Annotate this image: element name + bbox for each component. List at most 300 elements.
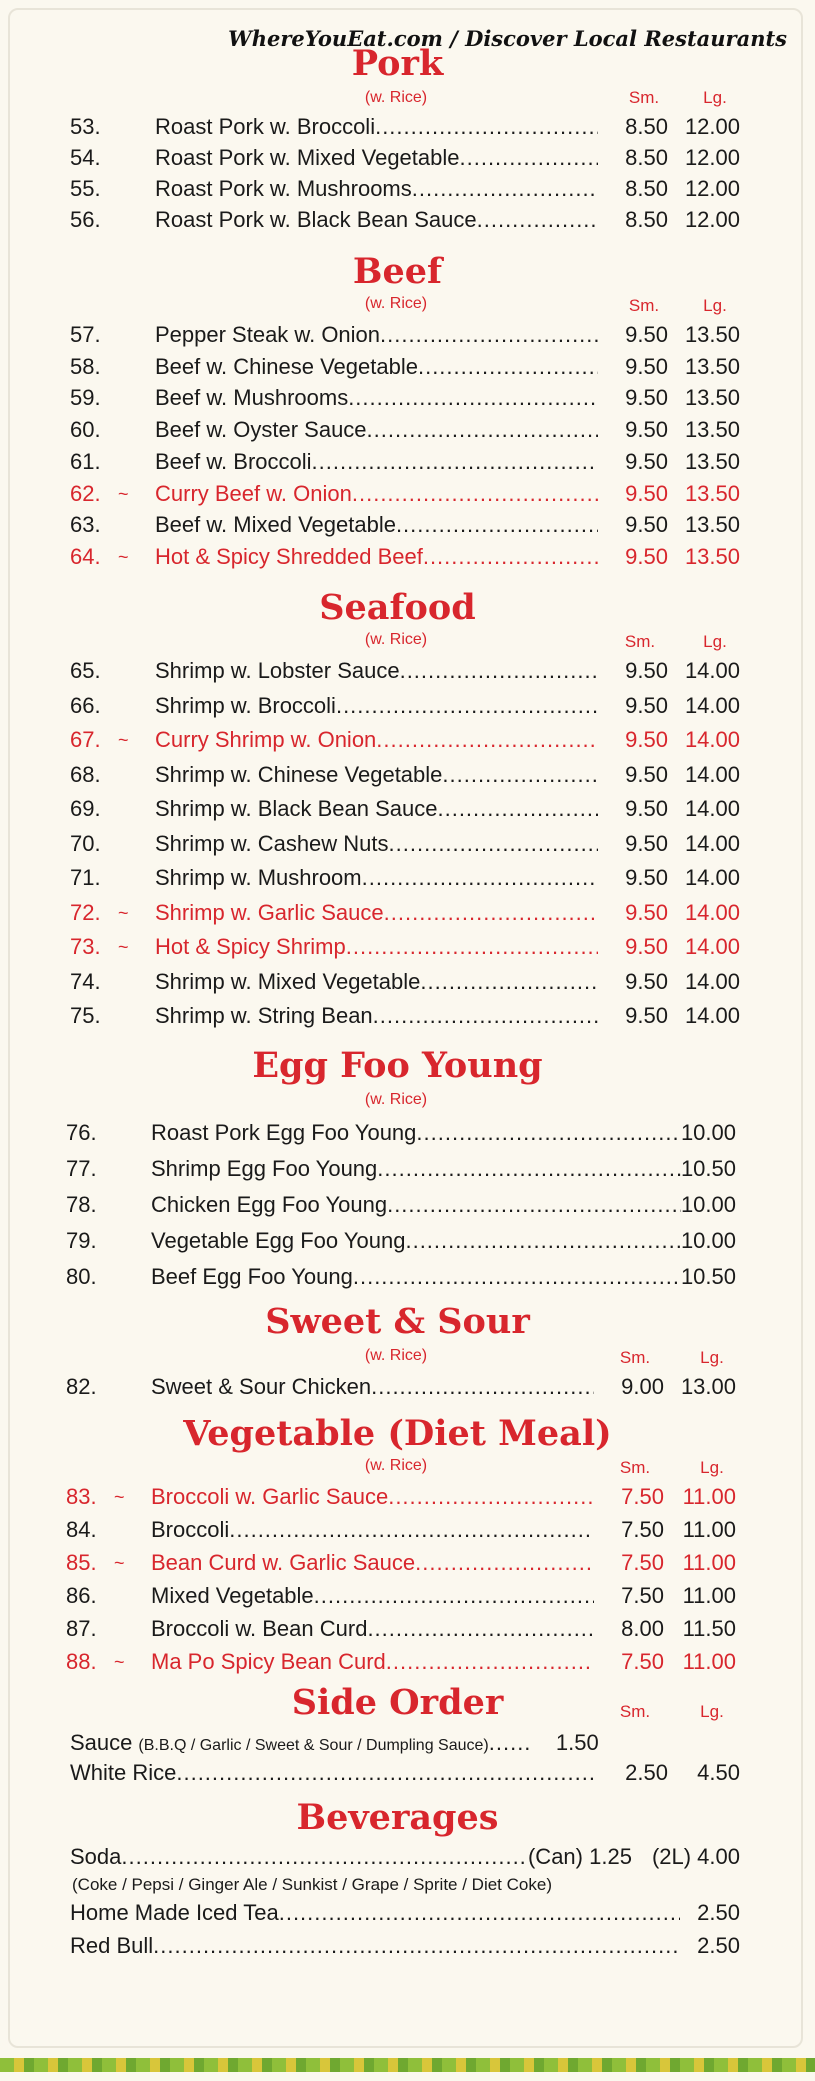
leader-dots [386,1647,594,1677]
menu-item-name: Shrimp w. Black Bean Sauce [155,796,438,821]
vegetable-subtitle: (w. Rice) [364,1457,428,1474]
menu-item-row [66,1190,736,1220]
menu-item-line [151,1226,736,1256]
leader-dots [153,1931,680,1961]
menu-item-price-small: 9.50 [625,448,668,474]
menu-item-row [70,760,740,790]
menu-item-number: 88. [66,1649,97,1674]
menu-item-price-large: 13.50 [684,480,740,506]
menu-item-price-small: 9.50 [625,1003,668,1028]
menu-item-price-large: 13.50 [684,385,740,411]
leader-dots [176,1758,598,1788]
menu-item-name: Shrimp w. Mixed Vegetable [155,968,421,994]
menu-item-line [155,320,740,350]
menu-item-row [70,383,740,413]
menu-item-row [70,479,740,509]
pork-lg-header: Lg. [703,88,727,107]
leader-dots [388,1482,594,1512]
section-title-pork: Pork [351,43,444,84]
menu-item-price-large: 14.00 [684,692,740,718]
menu-item-name: Roast Pork w. Broccoli [155,114,376,139]
menu-item-price-small: 8.00 [621,1616,664,1641]
leader-dots [416,1118,681,1148]
menu-item-price-large: 11.00 [682,1517,736,1542]
side-sm-header: Sm. [619,1702,651,1721]
menu-item-price: 10.00 [680,1192,736,1217]
bev-redbull-name: Red Bull [70,1933,154,1958]
section-title-seafood: Seafood [319,587,476,628]
leader-dots [375,112,598,142]
leader-dots [442,760,598,790]
menu-item-number: 67. [70,727,101,752]
menu-item-price-large: 12.00 [684,176,740,201]
chili-pepper-icon: ~ [114,1652,125,1672]
menu-item-name: Beef w. Broccoli [155,448,312,474]
menu-item-number: 87. [66,1616,97,1641]
menu-item-name: Chicken Egg Foo Young [151,1192,388,1217]
leader-dots [389,829,598,859]
menu-item-number: 69. [70,796,101,821]
menu-item-name: Roast Pork w. Black Bean Sauce [155,207,477,232]
menu-item-price-small: 9.50 [625,899,668,925]
section-title-beverages: Beverages [296,1797,499,1838]
leader-dots [373,1001,598,1031]
menu-item-row [70,898,740,928]
menu-item-row [66,1614,736,1644]
menu-item-name: Beef Egg Foo Young [151,1264,353,1289]
menu-item-line [155,447,740,477]
menu-item-name: Roast Pork w. Mushrooms [155,176,412,201]
leader-dots [396,510,598,540]
menu-item-line [151,1614,736,1644]
menu-item-number: 70. [70,830,101,856]
menu-item-line [155,760,740,790]
menu-item-row [70,691,740,721]
chili-pepper-icon: ~ [118,937,129,957]
sweetsour-lg-header: Lg. [700,1348,724,1367]
beef-lg-header: Lg. [703,296,727,315]
leader-dots [477,205,598,235]
menu-item-row [70,510,740,540]
menu-item-line [151,1548,736,1578]
menu-item-price-small: 9.50 [625,417,668,443]
menu-item-price-small: 9.50 [625,727,668,752]
menu-item-line [155,143,740,173]
menu-item-row [70,415,740,445]
beef-sm-header: Sm. [628,296,660,315]
leader-dots [415,1548,594,1578]
menu-item-number: 54. [70,145,101,170]
menu-item-line [155,1001,740,1031]
menu-item-name: Curry Beef w. Onion [155,480,352,506]
menu-item-price-large: 14.00 [684,796,740,821]
menu-item-name: Shrimp w. Chinese Vegetable [155,761,443,787]
menu-item-line [155,932,740,962]
beef-subtitle: (w. Rice) [364,295,428,312]
menu-item-name: Broccoli w. Garlic Sauce [151,1484,389,1509]
side-rice-lg: 4.50 [697,1760,740,1785]
bev-tea-price: 2.50 [697,1900,740,1925]
menu-item-price-small: 9.50 [625,385,668,411]
menu-item-number: 83. [66,1484,97,1509]
menu-item-price-small: 9.50 [625,865,668,890]
menu-item-number: 82. [66,1374,97,1399]
menu-item-price-large: 12.00 [684,207,740,232]
menu-item-row [66,1515,736,1545]
menu-item-name: Broccoli [151,1517,230,1542]
leader-dots [348,383,598,413]
menu-item-price-small: 9.50 [625,830,668,856]
menu-item-number: 68. [70,761,101,787]
leader-dots [412,174,598,204]
menu-item-name: Shrimp w. String Bean [155,1003,373,1028]
menu-item-number: 61. [70,448,101,474]
menu-item-line [155,479,740,509]
menu-item-name: Shrimp w. Mushroom [155,865,362,890]
menu-item-row [70,794,740,824]
menu-item-price-small: 7.50 [621,1517,664,1542]
menu-item-name: Mixed Vegetable [151,1583,314,1608]
seafood-sm-header: Sm. [624,632,656,651]
menu-item-row [70,829,740,859]
menu-item-line [151,1118,736,1148]
leader-dots [371,1372,594,1402]
leader-dots [420,967,598,997]
seafood-lg-header: Lg. [703,632,727,651]
menu-item-line [155,898,740,928]
menu-item-price-large: 14.00 [684,934,740,959]
menu-item-price-large: 14.00 [684,865,740,890]
menu-item-price-small: 7.50 [621,1583,664,1608]
menu-item-price-small: 9.50 [625,796,668,821]
leader-dots [352,479,598,509]
leader-dots [380,320,598,350]
menu-item-price-large: 13.00 [680,1374,736,1399]
menu-item-price-small: 8.50 [625,114,668,139]
leader-dots [387,1190,681,1220]
menu-item-number: 79. [66,1228,97,1253]
menu-item-price-small: 8.50 [625,176,668,201]
menu-item-price: 10.50 [680,1264,736,1289]
menu-item-number: 66. [70,692,101,718]
menu-item-line [151,1154,736,1184]
menu-item-name: Shrimp Egg Foo Young [151,1156,378,1181]
menu-item-number: 59. [70,385,101,411]
leader-dots [279,1898,680,1928]
menu-item-number: 65. [70,658,101,683]
menu-item-name: Beef w. Mushrooms [155,385,349,411]
menu-item-price-small: 9.50 [625,512,668,538]
menu-item-line [155,383,740,413]
menu-item-price-small: 7.50 [621,1649,664,1674]
menu-item-line [151,1515,736,1545]
menu-item-line [151,1647,736,1677]
menu-item-price-large: 13.50 [684,543,740,569]
chili-pepper-icon: ~ [118,902,129,923]
menu-item-name: Hot & Spicy Shredded Beef [155,543,423,569]
vegetable-sm-header: Sm. [619,1458,651,1477]
menu-item-line [155,415,740,445]
menu-item-number: 55. [70,176,101,201]
menu-item-price-small: 9.00 [621,1374,664,1399]
menu-item-line [151,1482,736,1512]
menu-item-number: 77. [66,1156,97,1181]
menu-item-row [70,932,740,962]
menu-item-line [155,829,740,859]
menu-item-name: Shrimp w. Lobster Sauce [155,658,400,683]
leader-dots [437,794,598,824]
menu-item-price-large: 14.00 [684,761,740,787]
chili-pepper-icon: ~ [118,730,129,750]
menu-item-line [155,656,740,686]
menu-item-price-small: 8.50 [625,207,668,232]
menu-item-price-large: 12.00 [684,114,740,139]
chili-pepper-icon: ~ [118,546,129,567]
menu-item-line [151,1262,736,1292]
menu-item-row [70,1001,740,1031]
bev-redbull-row [70,1931,740,1961]
menu-item-price-large: 11.00 [682,1583,736,1608]
menu-item-price: 10.00 [680,1120,736,1145]
menu-item-price-large: 14.00 [684,899,740,925]
leader-dots [418,352,598,382]
section-title-vegetable: Vegetable (Diet Meal) [183,1413,612,1454]
side-rice-name: White Rice [70,1760,177,1785]
menu-item-price-small: 9.50 [625,480,668,506]
menu-item-price-small: 7.50 [621,1484,664,1509]
section-title-sweet-sour: Sweet & Sour [265,1301,530,1342]
menu-item-name: Ma Po Spicy Bean Curd [151,1649,386,1674]
leader-dots [384,898,598,928]
menu-item-line [155,352,740,382]
leader-dots [367,1614,594,1644]
menu-item-row [70,112,740,142]
menu-item-line [155,863,740,893]
menu-item-price-small: 9.50 [625,761,668,787]
menu-item-price: 10.50 [680,1156,736,1181]
menu-item-row [70,143,740,173]
menu-item-row [66,1226,736,1256]
chili-pepper-icon: ~ [118,483,129,504]
menu-item-price-small: 9.50 [625,968,668,994]
menu-item-row [66,1118,736,1148]
bev-soda-note: (Coke / Pepsi / Ginger Ale / Sunkist / Grape / Sprite / Diet Coke) [72,1875,552,1894]
menu-item-row [70,174,740,204]
menu-item-price-large: 13.50 [684,417,740,443]
menu-item-number: 64. [70,543,101,569]
menu-item-line [155,510,740,540]
menu-item-line [155,725,740,755]
bev-soda-2l: (2L) 4.00 [651,1844,740,1869]
menu-item-name: Shrimp w. Garlic Sauce [155,899,384,925]
seafood-subtitle: (w. Rice) [364,631,428,648]
menu-item-row [66,1647,736,1677]
side-sauce-row [70,1728,740,1761]
menu-item-name: Beef w. Oyster Sauce [155,417,367,443]
menu-item-row [70,656,740,686]
leader-dots [314,1581,594,1611]
menu-item-number: 58. [70,353,101,379]
menu-item-line [155,542,740,572]
menu-item-row [66,1482,736,1512]
menu-item-number: 53. [70,114,101,139]
menu-item-number: 78. [66,1192,97,1217]
menu-item-row [70,447,740,477]
menu-item-row [66,1154,736,1184]
leader-dots [460,143,599,173]
menu-item-number: 71. [70,865,101,890]
pork-subtitle: (w. Rice) [364,89,428,106]
side-sauce-detail: (B.B.Q / Garlic / Sweet & Sour / Dumpling Sauce) [138,1737,489,1754]
leader-dots [229,1515,594,1545]
leader-dots [353,1262,681,1292]
menu-item-line [155,112,740,142]
menu-item-number: 57. [70,322,101,347]
menu-item-price: 10.00 [680,1228,736,1253]
menu-item-price-large: 13.50 [684,353,740,379]
menu-item-number: 72. [70,899,101,925]
menu-item-number: 80. [66,1264,97,1289]
menu-item-row [66,1548,736,1578]
menu-item-price-small: 9.50 [625,692,668,718]
menu-item-price-large: 13.50 [684,448,740,474]
menu-item-row [66,1372,736,1402]
menu-item-number: 75. [70,1003,101,1028]
menu-item-line [151,1190,736,1220]
bev-soda-name: Soda [70,1844,122,1869]
menu-item-price-large: 14.00 [684,968,740,994]
vegetable-lg-header: Lg. [700,1458,724,1477]
menu-item-price-large: 12.00 [684,145,740,170]
menu-item-line [155,691,740,721]
menu-item-line [155,205,740,235]
side-rice-row [70,1758,740,1788]
chili-pepper-icon: ~ [114,1487,125,1507]
leader-dots [367,415,598,445]
leader-dots [362,863,598,893]
menu-item-price-large: 14.00 [684,830,740,856]
menu-item-price-large: 13.50 [684,322,740,347]
menu-item-price-small: 9.50 [625,934,668,959]
menu-item-name: Roast Pork w. Mixed Vegetable [155,145,460,170]
menu-item-name: Curry Shrimp w. Onion [155,727,377,752]
side-sauce-name: Sauce [70,1730,133,1755]
bev-soda-row [70,1842,740,1872]
menu-item-number: 73. [70,934,101,959]
leader-dots [312,447,598,477]
bev-soda-can: (Can) 1.25 [527,1844,632,1869]
menu-item-row [66,1581,736,1611]
side-sauce-price: 1.50 [555,1730,599,1755]
menu-item-price-large: 11.50 [682,1616,736,1641]
section-title-side-order: Side Order [291,1682,504,1723]
eggfoo-subtitle: (w. Rice) [364,1091,428,1108]
menu-item-name: Shrimp w. Cashew Nuts [155,830,389,856]
menu-item-price-large: 11.00 [682,1550,736,1575]
menu-item-price-small: 9.50 [625,658,668,683]
menu-item-number: 76. [66,1120,97,1145]
section-title-egg-foo-young: Egg Foo Young [252,1045,543,1086]
leader-dots [400,656,598,686]
leader-dots [423,542,598,572]
menu-item-row [70,542,740,572]
menu-item-line [151,1372,736,1402]
menu-item-name: Broccoli w. Bean Curd [151,1616,368,1641]
menu-item-name: Hot & Spicy Shrimp [155,934,346,959]
menu-item-price-large: 14.00 [684,658,740,683]
bev-redbull-price: 2.50 [697,1933,740,1958]
leader-dots [336,691,598,721]
section-title-beef: Beef [352,251,443,292]
menu-item-name: Sweet & Sour Chicken [151,1374,372,1399]
menu-item-name: Roast Pork Egg Foo Young [151,1120,417,1145]
sweetsour-sm-header: Sm. [619,1348,651,1367]
menu-item-price-large: 13.50 [684,512,740,538]
menu-item-price-large: 11.00 [682,1484,736,1509]
menu-item-name: Shrimp w. Broccoli [155,692,336,718]
menu-item-number: 60. [70,417,101,443]
menu-item-number: 86. [66,1583,97,1608]
menu-item-row [70,725,740,755]
menu-item-number: 85. [66,1550,97,1575]
leader-dots [489,1728,529,1758]
menu-item-line [151,1581,736,1611]
leader-dots [121,1842,528,1872]
side-lg-header: Lg. [700,1702,724,1721]
pork-sm-header: Sm. [628,88,660,107]
site-watermark: WhereYouEat.com / Discover Local Restaurants [228,26,787,51]
side-rice-sm: 2.50 [625,1760,668,1785]
menu-item-name: Vegetable Egg Foo Young [151,1228,406,1253]
menu-item-number: 56. [70,207,101,232]
sweetsour-subtitle: (w. Rice) [364,1347,428,1364]
menu-item-row [70,967,740,997]
menu-item-price-small: 9.50 [625,543,668,569]
menu-item-name: Bean Curd w. Garlic Sauce [151,1550,416,1575]
bev-tea-name: Home Made Iced Tea [70,1900,279,1925]
menu-item-number: 63. [70,512,101,538]
menu-item-row [70,863,740,893]
menu-item-price-small: 8.50 [625,145,668,170]
menu-item-line [155,794,740,824]
menu-item-line [155,174,740,204]
decorative-bottom-strip [0,2058,815,2072]
menu-item-line [155,967,740,997]
leader-dots [346,932,598,962]
menu-item-number: 62. [70,480,101,506]
leader-dots [405,1226,680,1256]
menu-item-row [70,352,740,382]
menu-item-price-large: 14.00 [684,727,740,752]
menu-item-row [70,320,740,350]
menu-item-name: Pepper Steak w. Onion [155,322,381,347]
menu-item-price-large: 11.00 [682,1649,736,1674]
menu-item-number: 74. [70,968,101,994]
menu-item-row [66,1262,736,1292]
menu-item-number: 84. [66,1517,97,1542]
menu-item-name: Beef w. Mixed Vegetable [155,512,396,538]
menu-item-price-small: 9.50 [625,322,668,347]
leader-dots [377,1154,681,1184]
menu-item-name: Beef w. Chinese Vegetable [155,353,418,379]
leader-dots [376,725,598,755]
bev-tea-row [70,1898,740,1928]
chili-pepper-icon: ~ [114,1553,125,1573]
menu-item-price-small: 9.50 [625,353,668,379]
menu-item-row [70,205,740,235]
menu-item-price-small: 7.50 [621,1550,664,1575]
menu-item-price-large: 14.00 [684,1003,740,1028]
